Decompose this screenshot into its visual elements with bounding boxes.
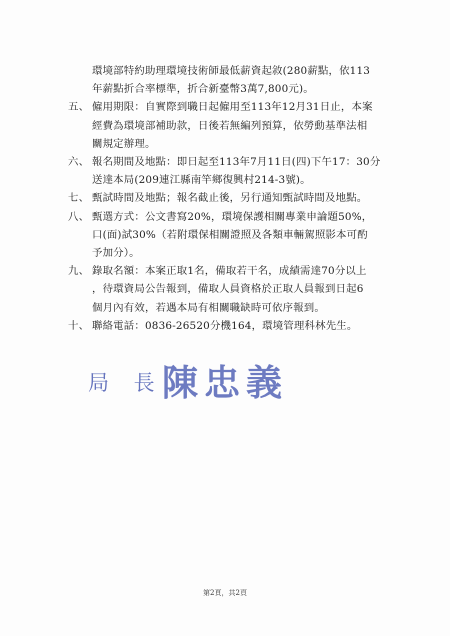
item-contact-phone	[68, 317, 408, 335]
page-footer	[0, 588, 450, 598]
item-line: 報名期間及地點：即日起至113年7月11日(四)下午17：30分	[92, 156, 381, 169]
item-text	[92, 153, 408, 189]
item-line: 個月內有效，若遇本局有相關職缺時可依序報到。	[92, 301, 325, 314]
director-title-stamp: 局 長	[88, 371, 164, 395]
item-number: 五、	[68, 101, 90, 114]
item-text	[92, 317, 408, 335]
intro-continuation	[68, 62, 408, 98]
item-line: 經費為環境部補助款，日後若無編列預算，依勞動基準法相	[92, 119, 368, 132]
item-line: ，待環資局公告報到，備取人員資格於正取人員報到日起6	[92, 283, 364, 296]
item-exam-time	[68, 189, 408, 207]
item-line: 聯絡電話：0836-26520分機164，環境管理科林先生。	[92, 319, 358, 332]
intro-line: 年薪點折合率標準，折合新臺幣3萬7,800元)。	[92, 83, 314, 96]
item-number: 七、	[68, 192, 90, 205]
item-line: 錄取名額：本案正取1名，備取若干名，成績需達70分以上	[92, 265, 367, 278]
intro-line: 環境部特約助理環境技術師最低薪資起敘(280薪點，依113	[92, 65, 371, 77]
item-number: 十、	[68, 319, 90, 332]
item-text	[92, 98, 408, 153]
document-body	[68, 62, 408, 335]
item-admission-quota	[68, 262, 408, 317]
director-signature-stamp	[86, 355, 326, 405]
item-number: 八、	[68, 210, 90, 223]
item-text	[92, 262, 408, 317]
item-employment-period	[68, 98, 408, 153]
director-name-stamp: 陳忠義	[162, 362, 289, 404]
item-number: 六、	[68, 156, 90, 169]
item-text	[92, 208, 408, 263]
item-selection-method	[68, 208, 408, 263]
item-line: 甄選方式：公文書寫20%，環境保護相關專業申論題50%，	[92, 210, 373, 223]
item-line: 送達本局(209連江縣南竿鄉復興村214-3號)。	[92, 174, 311, 187]
item-line: 口(面)試30%（若附環保相關證照及各類車輛駕照影本可酌	[92, 228, 368, 241]
item-line: 甄試時間及地點；報名截止後，另行通知甄試時間及地點。	[92, 192, 368, 205]
item-line: 關規定辦理。	[92, 137, 156, 150]
item-number: 九、	[68, 265, 90, 278]
item-line: 予加分）。	[92, 247, 140, 260]
item-registration-period	[68, 153, 408, 189]
page-number-label: 第2頁，共2頁	[203, 589, 247, 597]
item-line: 僱用期限：自實際到職日起僱用至113年12月31日止，本案	[92, 101, 373, 114]
item-text	[92, 189, 408, 207]
signature-stamp-graphic	[86, 355, 326, 405]
